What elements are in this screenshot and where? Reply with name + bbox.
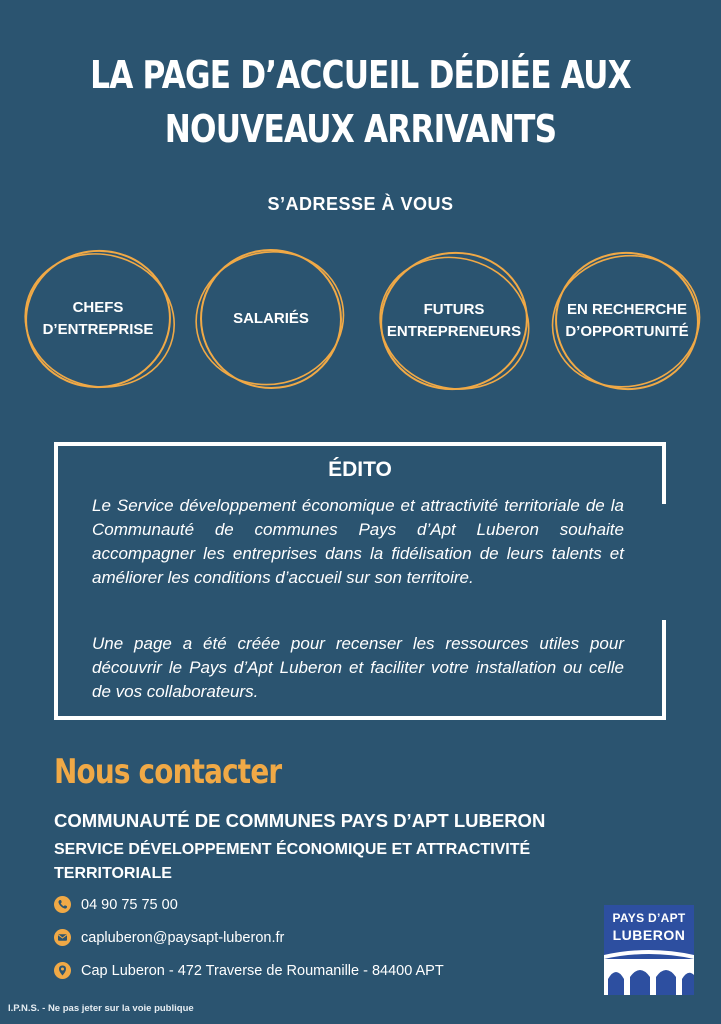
edito-frame-right-bottom (662, 620, 666, 720)
audience-label: CHEFS D’ENTREPRISE (42, 299, 154, 338)
logo-line-1: PAYS D’APT (612, 911, 686, 925)
edito-title: ÉDITO (328, 458, 392, 481)
audience-label: SALARIÉS (233, 310, 309, 327)
phone-number[interactable]: 04 90 75 75 00 (81, 896, 178, 913)
bridge-icon (604, 945, 694, 995)
title-line-2: NOUVEAUX ARRIVANTS (164, 107, 557, 151)
audience-circle-recherche (549, 246, 705, 396)
envelope-icon (54, 929, 71, 946)
audience-subtitle: S’ADRESSE À VOUS (267, 194, 454, 214)
contact-phone-row (54, 896, 178, 913)
title-line-1: LA PAGE D’ACCUEIL DÉDIÉE AUX (90, 53, 631, 97)
map-pin-icon (54, 962, 71, 979)
edito-paragraph-1: Le Service développement économique et attractivité territoriale de la Communauté de communes Pays d’Apt Luberon souhaite accompagner les entreprises dans la fidélisation de leurs talents et améliorer les conditions d’accueil sur son territoire. (92, 496, 624, 587)
postal-address: Cap Luberon - 472 Traverse de Roumanille - 84400 APT (81, 962, 444, 979)
contact-email-row (54, 929, 284, 946)
audience-circle-salaries (193, 244, 349, 394)
audience-label: FUTURS ENTREPRENEURS (386, 301, 522, 340)
page-title (65, 48, 656, 156)
logo-line-2: LUBERON (612, 927, 686, 943)
service-name: SERVICE DÉVELOPPEMENT ÉCONOMIQUE ET ATTRACTIVITÉ TERRITORIALE (54, 841, 531, 882)
edito-paragraph-2: Une page a été créée pour recenser les ressources utiles pour découvrir le Pays d’Apt Luberon et faciliter votre installation ou celle de vos collaborateurs. (92, 634, 624, 701)
audience-circles (0, 238, 721, 408)
audience-label: EN RECHERCHE D’OPPORTUNITÉ (565, 301, 689, 340)
audience-circle-futurs (376, 246, 532, 396)
contact-address-row (54, 962, 444, 979)
edito-frame-left (54, 442, 58, 720)
edito-box (54, 442, 666, 720)
edito-frame-top (54, 442, 666, 446)
audience-circle-chefs (20, 244, 176, 394)
pays-apt-luberon-logo (604, 905, 694, 995)
email-address[interactable]: capluberon@paysapt-luberon.fr (81, 929, 285, 946)
footer-notice: I.P.N.S. - Ne pas jeter sur la voie publique (8, 1003, 194, 1014)
phone-icon (54, 896, 71, 913)
contact-title: Nous contacter (54, 752, 282, 792)
organization-name: COMMUNAUTÉ DE COMMUNES PAYS D’APT LUBERON (54, 810, 546, 831)
edito-frame-bottom (54, 716, 666, 720)
